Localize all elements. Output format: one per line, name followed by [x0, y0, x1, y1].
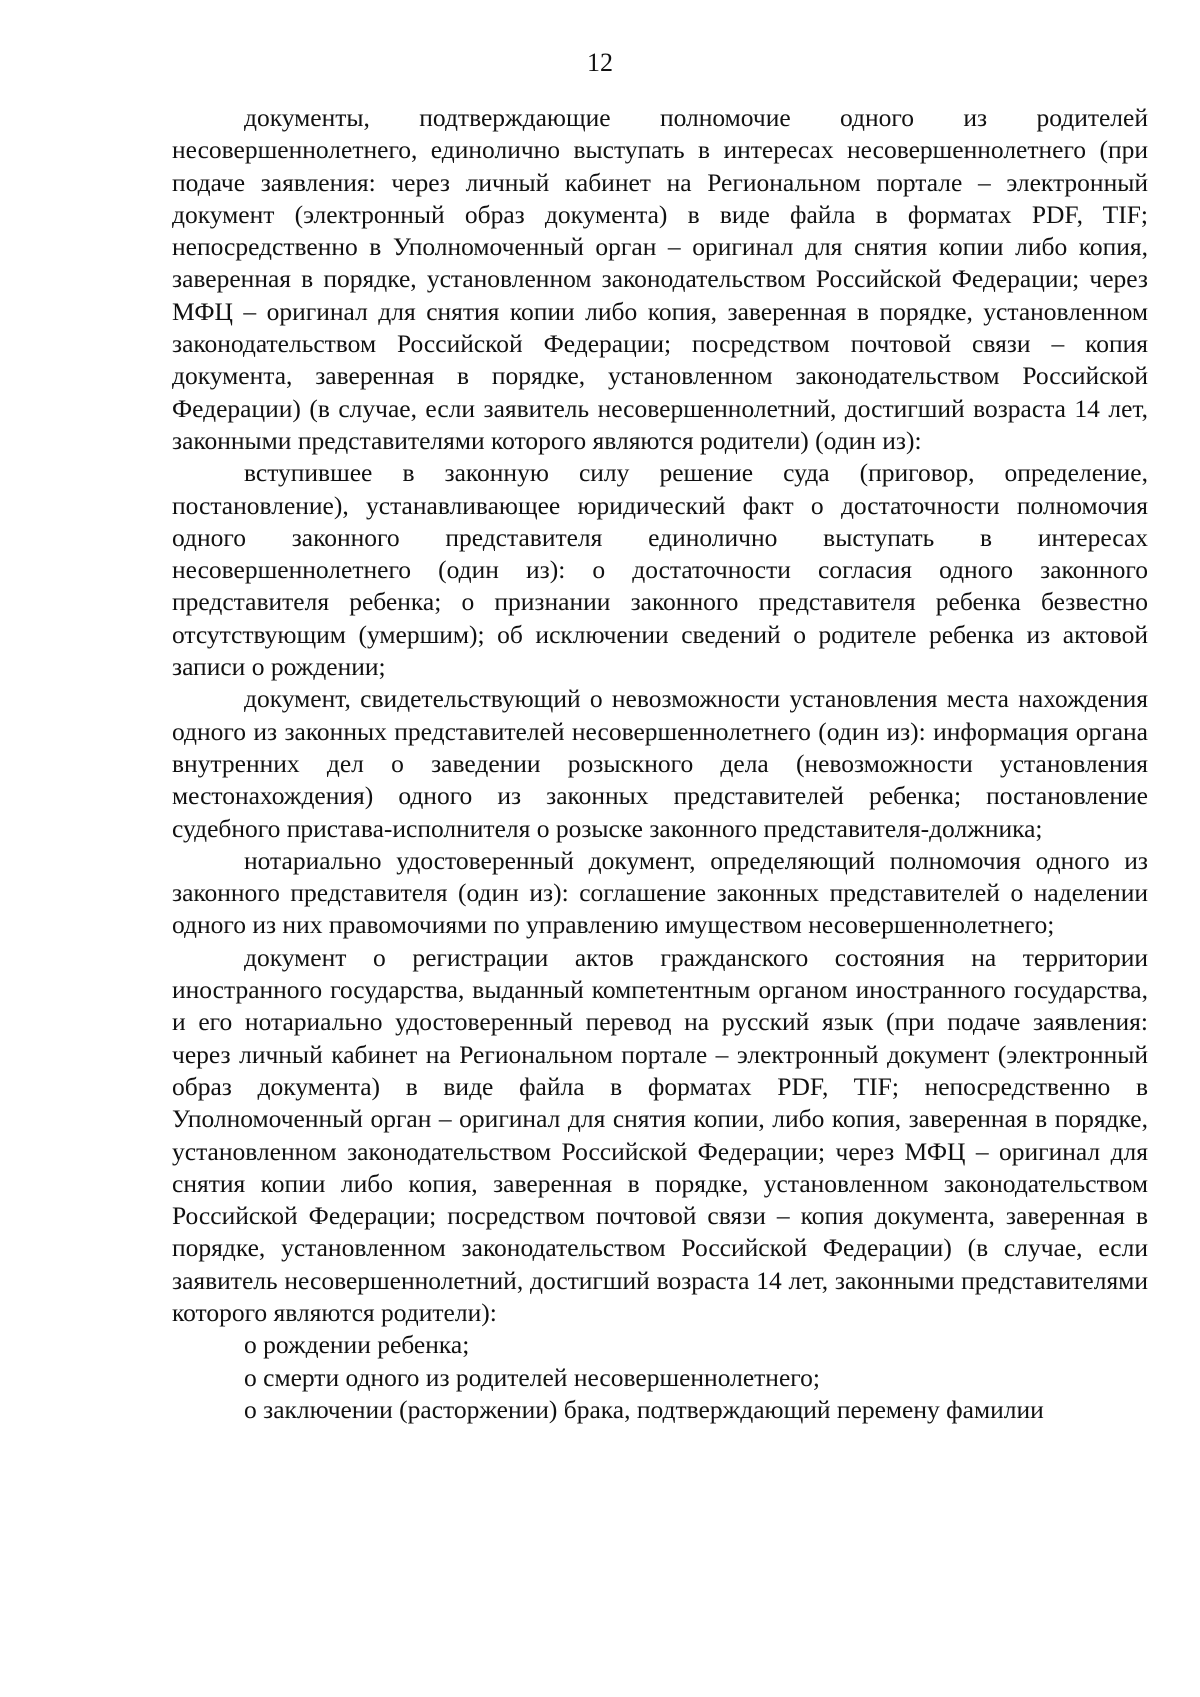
list-item-marriage: о заключении (расторжении) брака, подтверждающий перемену фамилии — [244, 1394, 1044, 1424]
paragraph-notarized-document: нотариально удостоверенный документ, определяющий полномочия одного из законного представителя (один из): соглашение законных представителей о наделении одного из них правомочиями по управлению имуществом несовершеннолетнего; — [172, 845, 1148, 940]
list-item-death: о смерти одного из родителей несовершеннолетнего; — [244, 1362, 820, 1392]
list-item-birth: о рождении ребенка; — [244, 1330, 470, 1360]
paragraph-court-decision: вступившее в законную силу решение суда (приговор, определение, постановление), устанавливающее юридический факт о достаточности полномочия одного законного представителя единолично выступать в интересах несовершеннолетнего (один из): о достаточности согласия одного законного представителя ребенка; о признании законного представителя ребенка безвестно отсутствующим (умершим); об исключении сведений о родителе ребенка из актовой записи о рождении; — [172, 458, 1148, 682]
document-body — [172, 102, 1148, 1426]
paragraph-foreign-civil-registration: документ о регистрации актов гражданского состояния на территории иностранного государства, выданный компетентным органом иностранного государства, и его нотариально удостоверенный перевод на русский язык (при подаче заявления: через личный кабинет на Региональном портале – электронный документ (электронный образ документа) в виде файла в форматах PDF, TIF; непосредственно в Уполномоченный орган – оригинал для снятия копии, либо копия, заверенная в порядке, установленном законодательством Российской Федерации; через МФЦ – оригинал для снятия копии либо копия, заверенная в порядке, установленном законодательством Российской Федерации; посредством почтовой связи – копия документа, заверенная в порядке, установленном законодательством Российской Федерации) (в случае, если заявитель несовершеннолетний, достигший возраста 14 лет, законными представителями которого являются родители): — [172, 942, 1148, 1327]
paragraph-authority-documents: документы, подтверждающие полномочие одного из родителей несовершеннолетнего, единолично выступать в интересах несовершеннолетнего (при подаче заявления: через личный кабинет на Региональном портале – электронный документ (электронный образ документа) в виде файла в форматах PDF, TIF; непосредственно в Уполномоченный орган – оригинал для снятия копии либо копия, заверенная в порядке, установленном законодательством Российской Федерации; через МФЦ – оригинал для снятия копии либо копия, заверенная в порядке, установленном законодательством Российской Федерации; посредством почтовой связи – копия документа, заверенная в порядке, установленном законодательством Российской Федерации) (в случае, если заявитель несовершеннолетний, достигший возраста 14 лет, законными представителями которого являются родители) (один из): — [172, 103, 1148, 455]
paragraph-location-impossibility: документ, свидетельствующий о невозможности установления места нахождения одного из законных представителей несовершеннолетнего (один из): информация органа внутренних дел о заведении розыскного дела (невозможности установления местонахождения) одного из законных представителей ребенка; постановление судебного пристава-исполнителя о розыске законного представителя-должника; — [172, 684, 1148, 843]
page-number: 12 — [587, 48, 613, 77]
